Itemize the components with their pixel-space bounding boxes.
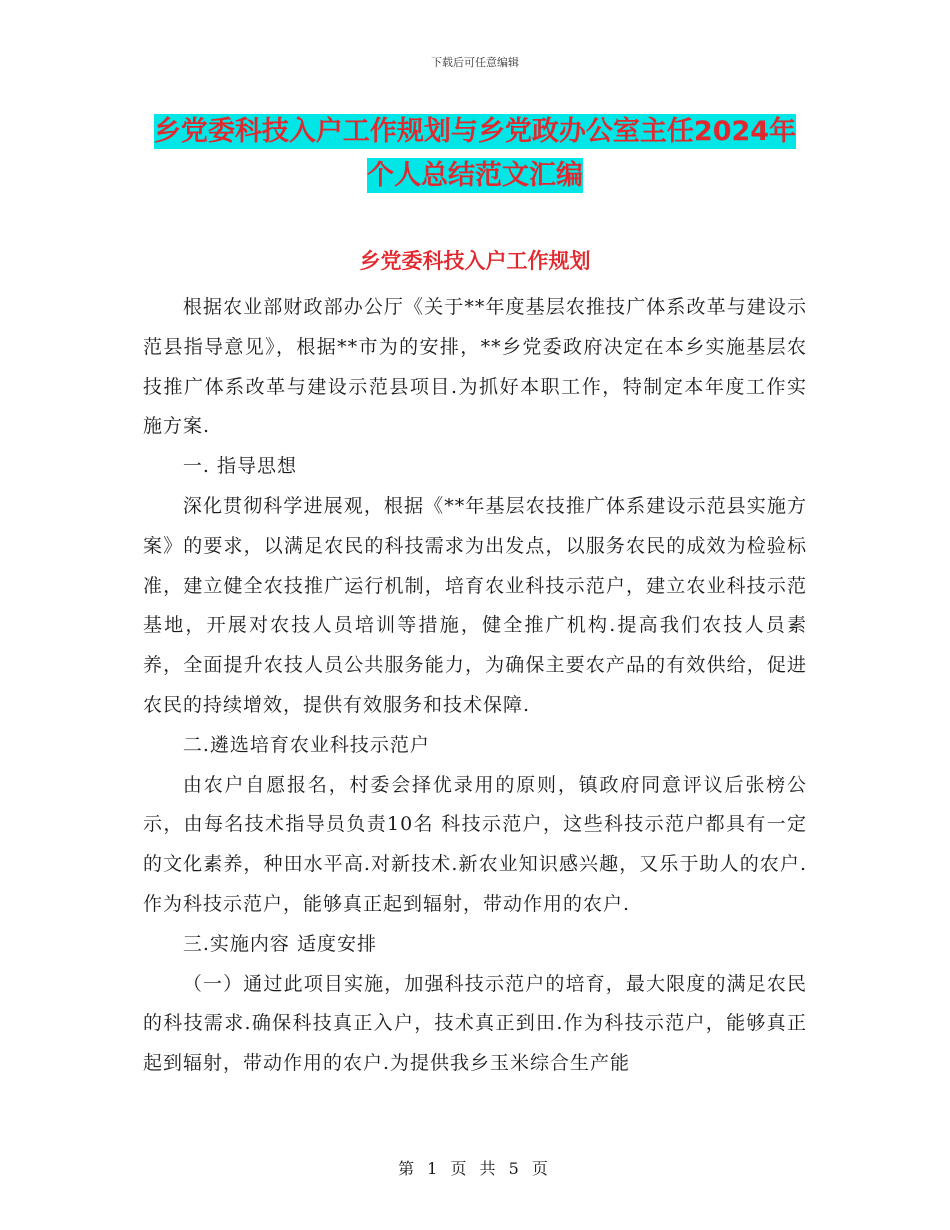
section-title: 乡党委科技入户工作规划: [359, 249, 591, 273]
document-body: [143, 288, 807, 1084]
document-title-text-2: 个人总结范文汇编: [367, 160, 583, 191]
paragraph-intro: 根据农业部财政部办公厅《关于**年度基层农推技广体系改革与建设示范县指导意见》，根据**市为的安排，**乡党委政府决定在本乡实施基层农技推广体系改革与建设示范县项目.为抓好本职工作，特制定本年度工作实施方案.: [143, 296, 807, 438]
header-note: 下载后可任意编辑: [431, 56, 519, 69]
paragraph-guiding-thought: 深化贯彻科学进展观，根据《**年基层农技推广体系建设示范县实施方案》的要求，以满足农民的科技需求为出发点，以服务农民的成效为检验标准，建立健全农技推广运行机制，培育农业科技示范户，建立农业科技示范基地，开展对农技人员培训等措施，健全推广机构.提高我们农技人员素养，全面提升农技人员公共服务能力，为确保主要农产品的有效供给，促进农民的持续增效，提供有效服务和技术保障.: [143, 494, 807, 716]
paragraph-select-demo-households: 由农户自愿报名，村委会择优录用的原则，镇政府同意评议后张榜公示，由每名技术指导员负责10名 科技示范户，这些科技示范户都具有一定的文化素养，种田水平高.对新技术.新农业知识感兴趣，又乐于助人的农户.作为科技示范户，能够真正起到辐射，带动作用的农户.: [143, 773, 807, 915]
document-title-line-2: [0, 156, 950, 196]
document-title-text-1: 乡党委科技入户工作规划与乡党政办公室主任2024年: [153, 116, 797, 147]
heading-implementation: 三.实施内容 适度安排: [182, 932, 377, 955]
heading-guiding-thought: 一. 指导思想: [182, 455, 297, 478]
paragraph-implementation: （一）通过此项目实施，加强科技示范户的培育，最大限度的满足农民的科技需求.确保科技真正入户，技术真正到田.作为科技示范户，能够真正起到辐射，带动作用的农户.为提供我乡玉米综合生产能: [143, 972, 807, 1075]
heading-select-demo-households: 二.遴选培育农业科技示范户: [182, 733, 430, 756]
page-footer: 第 1 页 共 5 页: [398, 1159, 552, 1178]
document-title-line-1: [0, 112, 950, 152]
